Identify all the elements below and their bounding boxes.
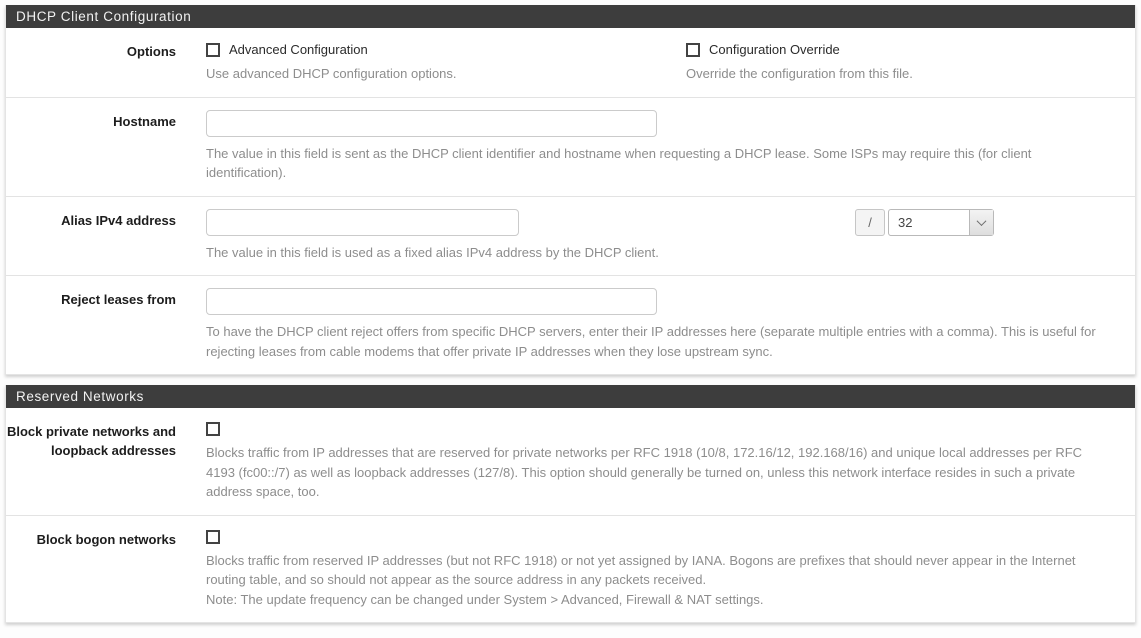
hostname-help: The value in this field is sent as the DHCP client identifier and hostname when requesting a DHCP lease. Some ISPs may require this (for client identification).: [206, 145, 1032, 180]
configuration-override-checkbox-label[interactable]: Configuration Override: [709, 42, 840, 57]
hostname-label: Hostname: [113, 113, 176, 129]
alias-subnet-group: [855, 209, 994, 236]
advanced-configuration-checkbox[interactable]: [206, 43, 220, 57]
hostname-input[interactable]: [206, 110, 657, 137]
advanced-configuration-help: Use advanced DHCP configuration options.: [206, 66, 457, 81]
alias-subnet-select[interactable]: [888, 209, 994, 236]
alias-ipv4-row: [6, 197, 1135, 277]
alias-ipv4-input[interactable]: [206, 209, 519, 236]
options-row: [6, 28, 1135, 98]
block-private-networks-label: Block private networks and loopback addresses: [6, 424, 176, 458]
alias-ipv4-label: Alias IPv4 address: [61, 212, 176, 228]
block-private-networks-checkbox[interactable]: [206, 422, 220, 436]
dhcp-client-configuration-panel: [5, 5, 1136, 375]
configuration-override-help: Override the configuration from this file.: [686, 66, 913, 81]
block-bogon-networks-help: Blocks traffic from reserved IP addresses (but not RFC 1918) or not yet assigned by IANA. Bogons are prefixes that should never appear in the Internet routing table, and so should not appear as the source address in any packets received.: [206, 552, 1076, 587]
configuration-override-checkbox[interactable]: [686, 43, 700, 57]
reject-leases-row: [6, 276, 1135, 374]
block-bogon-networks-note: Note: The update frequency can be changed under System > Advanced, Firewall & NAT settings.: [206, 591, 764, 607]
reserved-networks-panel: [5, 385, 1136, 623]
reject-leases-help: To have the DHCP client reject offers from specific DHCP servers, enter their IP addresses here (separate multiple entries with a comma). This is useful for rejecting leases from cable modems that offer private IP addresses when they lose upstream sync.: [206, 324, 1096, 359]
block-bogon-networks-label: Block bogon networks: [36, 531, 176, 547]
chevron-down-icon: [977, 216, 987, 226]
reject-leases-label: Reject leases from: [61, 292, 176, 307]
dhcp-panel-heading: DHCP Client Configuration: [6, 5, 1135, 28]
select-caret-box[interactable]: [969, 210, 993, 235]
block-bogon-networks-row: [6, 516, 1135, 623]
block-private-networks-help: Blocks traffic from IP addresses that are reserved for private networks per RFC 1918 (10/8, 172.16/12, 192.168/16) and unique local addresses per RFC 4193 (fc00::/7) as well as loopback addresses (127/8). This option should generally be turned on, unless this network interface resides in such a private address space, too.: [206, 445, 1083, 499]
reject-leases-input[interactable]: [206, 288, 657, 315]
reserved-networks-heading: Reserved Networks: [6, 385, 1135, 408]
options-label: Options: [126, 44, 176, 59]
block-bogon-networks-checkbox[interactable]: [206, 530, 220, 544]
subnet-slash-prefix: /: [855, 209, 885, 236]
block-private-networks-row: [6, 408, 1135, 516]
alias-subnet-selected-value: 32: [898, 214, 913, 230]
alias-ipv4-help: The value in this field is used as a fixed alias IPv4 address by the DHCP client.: [206, 244, 659, 260]
hostname-row: [6, 98, 1135, 197]
advanced-configuration-checkbox-label[interactable]: Advanced Configuration: [229, 42, 368, 57]
